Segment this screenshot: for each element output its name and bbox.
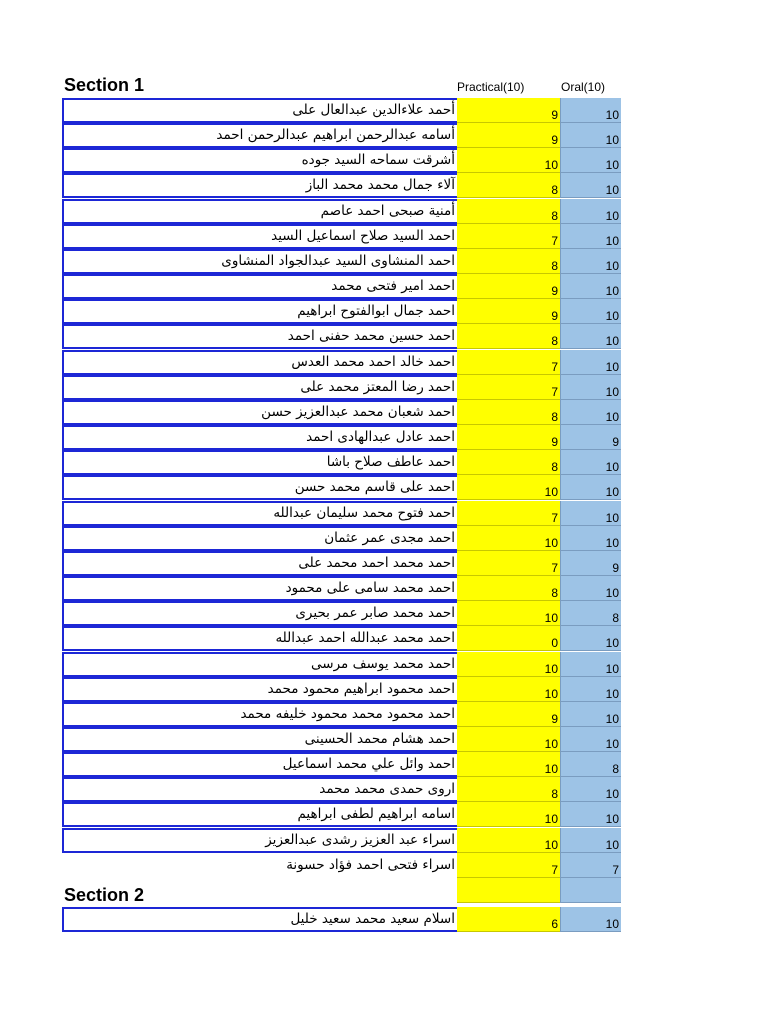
practical-score-cell[interactable]: 7 bbox=[457, 501, 560, 526]
student-name-cell[interactable]: احمد السيد صلاح اسماعيل السيد bbox=[62, 224, 459, 249]
oral-score-cell[interactable]: 10 bbox=[560, 907, 621, 932]
oral-score-cell[interactable]: 7 bbox=[560, 853, 621, 878]
practical-score-cell[interactable]: 9 bbox=[457, 123, 560, 148]
practical-score-cell[interactable]: 10 bbox=[457, 677, 560, 702]
practical-score-cell[interactable]: 8 bbox=[457, 324, 560, 349]
oral-score-cell[interactable]: 10 bbox=[560, 501, 621, 526]
practical-score-cell[interactable]: 9 bbox=[457, 702, 560, 727]
practical-score-cell[interactable]: 7 bbox=[457, 375, 560, 400]
oral-score-cell[interactable]: 10 bbox=[560, 677, 621, 702]
student-name-cell[interactable]: احمد خالد احمد محمد العدس bbox=[62, 350, 459, 375]
oral-score-cell[interactable]: 10 bbox=[560, 324, 621, 349]
student-name-cell[interactable]: احمد عاطف صلاح باشا bbox=[62, 450, 459, 475]
student-name-cell[interactable]: أحمد علاءالدين عبدالعال على bbox=[62, 98, 459, 123]
student-name-cell[interactable]: أسامه عبدالرحمن ابراهيم عبدالرحمن احمد bbox=[62, 123, 459, 148]
practical-score-cell[interactable]: 10 bbox=[457, 475, 560, 500]
oral-score-cell[interactable]: 10 bbox=[560, 224, 621, 249]
practical-score-cell[interactable]: 8 bbox=[457, 450, 560, 475]
practical-score-cell[interactable]: 10 bbox=[457, 802, 560, 827]
practical-score-cell[interactable]: 8 bbox=[457, 249, 560, 274]
oral-score-cell[interactable]: 8 bbox=[560, 752, 621, 777]
student-name-cell[interactable]: أمنية صبحى احمد عاصم bbox=[62, 199, 459, 224]
section-1-title: Section 1 bbox=[64, 75, 145, 95]
practical-score-cell[interactable]: 9 bbox=[457, 425, 560, 450]
oral-score-cell[interactable]: 10 bbox=[560, 702, 621, 727]
student-name-cell[interactable]: احمد مجدى عمر عثمان bbox=[62, 526, 459, 551]
student-name-cell[interactable]: احمد محمد احمد محمد على bbox=[62, 551, 459, 576]
oral-score-cell[interactable]: 10 bbox=[560, 375, 621, 400]
student-name-cell[interactable]: آلاء جمال محمد محمد الباز bbox=[62, 173, 459, 198]
practical-score-cell[interactable]: 9 bbox=[457, 299, 560, 324]
practical-score-cell[interactable]: 10 bbox=[457, 148, 560, 173]
practical-score-cell[interactable]: 10 bbox=[457, 828, 560, 853]
oral-score-cell[interactable]: 10 bbox=[560, 299, 621, 324]
student-name-cell[interactable]: احمد عادل عبدالهادى احمد bbox=[62, 425, 459, 450]
student-name-cell[interactable]: اسراء فتحى احمد فؤاد حسونة bbox=[62, 853, 459, 878]
oral-score-cell[interactable]: 10 bbox=[560, 249, 621, 274]
oral-score-cell[interactable]: 10 bbox=[560, 652, 621, 677]
oral-score-cell[interactable]: 10 bbox=[560, 475, 621, 500]
oral-column-header: Oral(10) bbox=[561, 80, 606, 94]
oral-score-cell[interactable]: 10 bbox=[560, 350, 621, 375]
oral-score-cell[interactable]: 10 bbox=[560, 727, 621, 752]
practical-score-cell[interactable]: 8 bbox=[457, 576, 560, 601]
oral-score-cell[interactable]: 10 bbox=[560, 576, 621, 601]
student-name-cell[interactable]: احمد على قاسم محمد حسن bbox=[62, 475, 459, 500]
oral-score-cell[interactable]: 10 bbox=[560, 123, 621, 148]
student-name-cell[interactable]: احمد المنشاوى السيد عبدالجواد المنشاوى bbox=[62, 249, 459, 274]
student-name-cell[interactable]: احمد رضا المعتز محمد على bbox=[62, 375, 459, 400]
student-name-cell[interactable]: احمد محمد يوسف مرسى bbox=[62, 652, 459, 677]
oral-score-cell[interactable]: 10 bbox=[560, 626, 621, 651]
practical-score-cell[interactable]: 9 bbox=[457, 98, 560, 123]
student-name-cell[interactable]: احمد محمد صابر عمر بحيرى bbox=[62, 601, 459, 626]
oral-score-cell[interactable]: 10 bbox=[560, 199, 621, 224]
oral-score-cell[interactable]: 10 bbox=[560, 148, 621, 173]
practical-score-cell[interactable] bbox=[457, 878, 560, 903]
oral-score-cell[interactable]: 10 bbox=[560, 526, 621, 551]
oral-score-cell[interactable]: 10 bbox=[560, 98, 621, 123]
practical-score-cell[interactable]: 10 bbox=[457, 652, 560, 677]
practical-score-cell[interactable]: 10 bbox=[457, 601, 560, 626]
student-name-cell[interactable]: احمد وائل علي محمد اسماعيل bbox=[62, 752, 459, 777]
practical-score-cell[interactable]: 7 bbox=[457, 350, 560, 375]
practical-score-cell[interactable]: 8 bbox=[457, 777, 560, 802]
practical-column-header: Practical(10) bbox=[457, 80, 525, 94]
oral-score-cell[interactable] bbox=[560, 878, 621, 903]
student-name-cell[interactable]: احمد هشام محمد الحسينى bbox=[62, 727, 459, 752]
student-name-cell[interactable]: احمد جمال ابوالفتوح ابراهيم bbox=[62, 299, 459, 324]
student-name-cell[interactable]: اروى حمدى محمد محمد bbox=[62, 777, 459, 802]
practical-score-cell[interactable]: 8 bbox=[457, 173, 560, 198]
practical-score-cell[interactable]: 10 bbox=[457, 727, 560, 752]
practical-score-cell[interactable]: 10 bbox=[457, 526, 560, 551]
student-name-cell[interactable]: احمد حسين محمد حفنى احمد bbox=[62, 324, 459, 349]
oral-score-cell[interactable]: 10 bbox=[560, 777, 621, 802]
student-name-cell[interactable]: اسراء عبد العزيز رشدى عبدالعزيز bbox=[62, 828, 459, 853]
practical-score-cell[interactable]: 7 bbox=[457, 224, 560, 249]
practical-score-cell[interactable]: 9 bbox=[457, 274, 560, 299]
student-name-cell[interactable]: احمد امير فتحى محمد bbox=[62, 274, 459, 299]
oral-score-cell[interactable]: 10 bbox=[560, 173, 621, 198]
section-2-title: Section 2 bbox=[64, 885, 145, 905]
student-name-cell[interactable]: اسلام سعيد محمد سعيد خليل bbox=[62, 907, 459, 932]
practical-score-cell[interactable]: 7 bbox=[457, 853, 560, 878]
practical-score-cell[interactable]: 10 bbox=[457, 752, 560, 777]
student-name-cell[interactable]: احمد محمد سامى على محمود bbox=[62, 576, 459, 601]
oral-score-cell[interactable]: 10 bbox=[560, 450, 621, 475]
practical-score-cell[interactable]: 6 bbox=[457, 907, 560, 932]
practical-score-cell[interactable]: 0 bbox=[457, 626, 560, 651]
oral-score-cell[interactable]: 10 bbox=[560, 274, 621, 299]
oral-score-cell[interactable]: 10 bbox=[560, 400, 621, 425]
oral-score-cell[interactable]: 9 bbox=[560, 425, 621, 450]
practical-score-cell[interactable]: 7 bbox=[457, 551, 560, 576]
practical-score-cell[interactable]: 8 bbox=[457, 400, 560, 425]
oral-score-cell[interactable]: 8 bbox=[560, 601, 621, 626]
oral-score-cell[interactable]: 10 bbox=[560, 802, 621, 827]
student-name-cell[interactable]: اسامه ابراهيم لطفى ابراهيم bbox=[62, 802, 459, 827]
oral-score-cell[interactable]: 10 bbox=[560, 828, 621, 853]
practical-score-cell[interactable]: 8 bbox=[457, 199, 560, 224]
student-name-cell[interactable]: احمد فتوح محمد سليمان عبدالله bbox=[62, 501, 459, 526]
student-name-cell[interactable]: احمد محمود محمد محمود خليفه محمد bbox=[62, 702, 459, 727]
oral-score-cell[interactable]: 9 bbox=[560, 551, 621, 576]
student-name-cell[interactable]: احمد محمد عبدالله احمد عبدالله bbox=[62, 626, 459, 651]
student-name-cell[interactable]: احمد شعبان محمد عبدالعزيز حسن bbox=[62, 400, 459, 425]
student-name-cell[interactable]: أشرقت سماحه السيد جوده bbox=[62, 148, 459, 173]
student-name-cell[interactable]: احمد محمود ابراهيم محمود محمد bbox=[62, 677, 459, 702]
